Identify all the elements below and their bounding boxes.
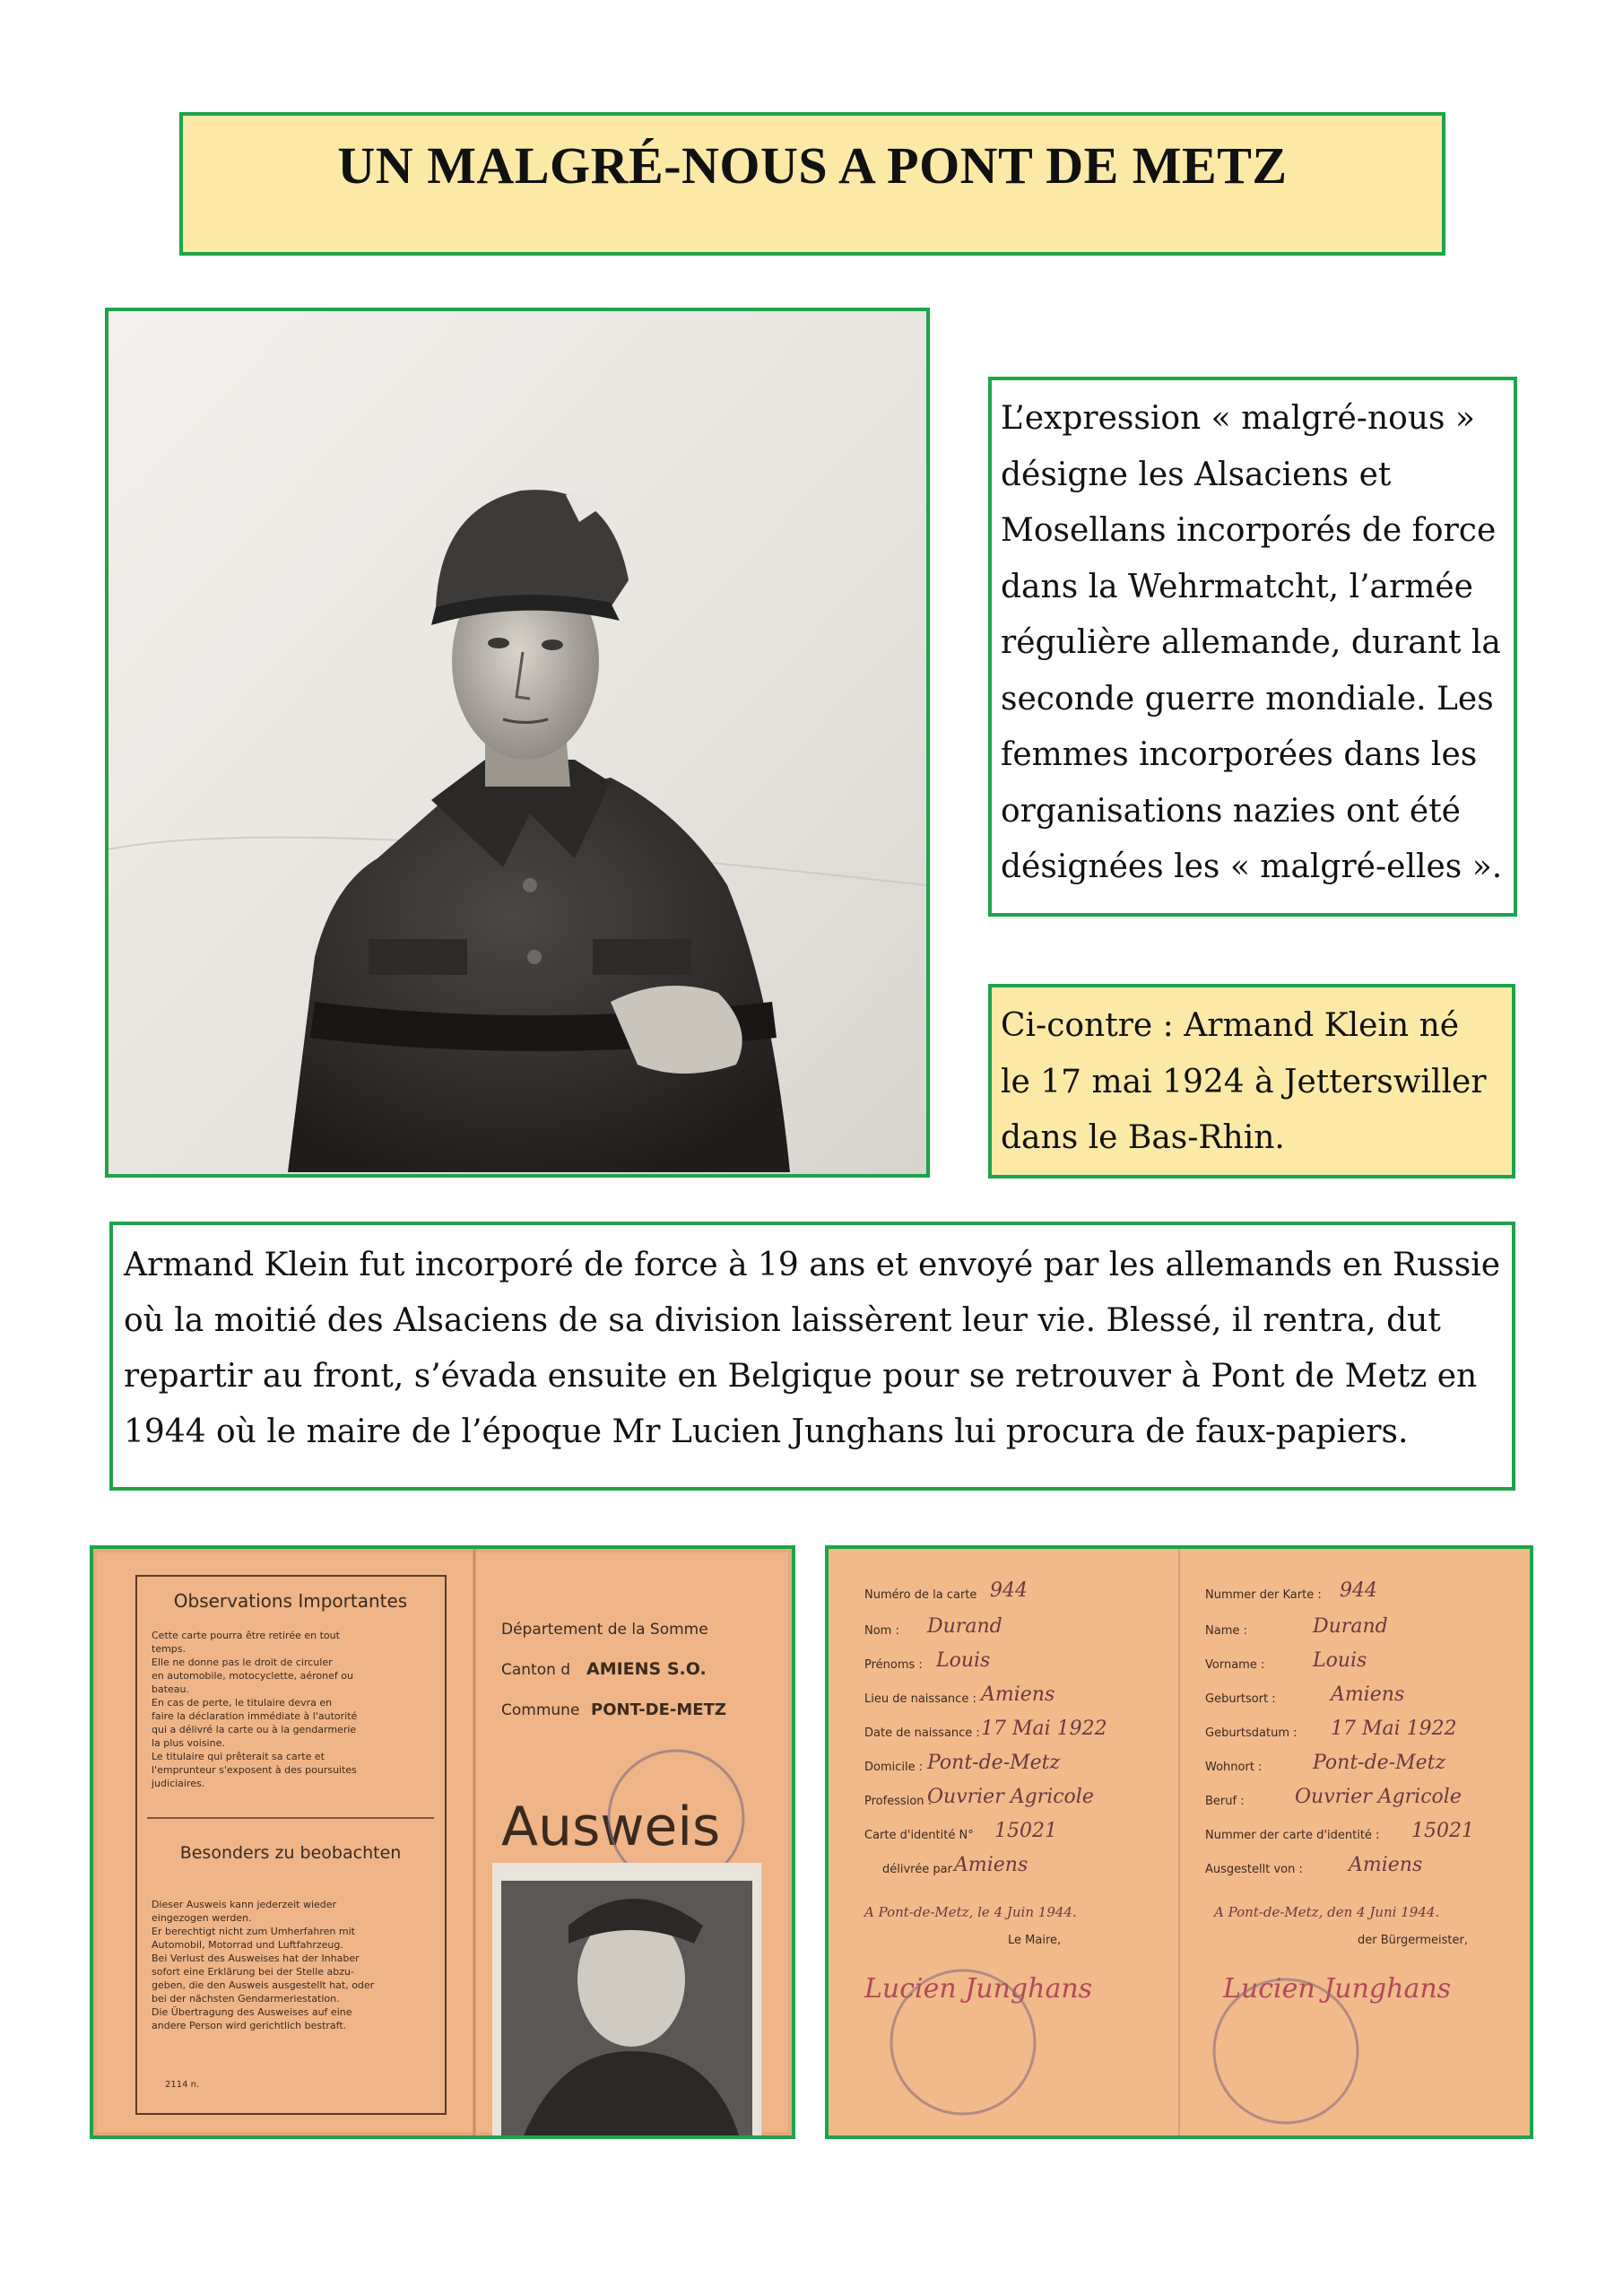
caption-line: dans le Bas-Rhin. xyxy=(1001,1119,1285,1156)
observations-line: En cas de perte, le titulaire devra en xyxy=(152,1697,333,1709)
fr-place-date: A Pont-de-Metz, le 4 Juin 1944. xyxy=(864,1904,1077,1920)
observations-line: la plus voisine. xyxy=(152,1737,225,1749)
fr-nom-value: Durand xyxy=(927,1615,1002,1638)
besonders-line: geben, die den Ausweis ausgestellt hat, oder xyxy=(152,1979,375,1991)
definition-box xyxy=(988,377,1517,917)
fr-domicile-value: Pont-de-Metz xyxy=(927,1752,1061,1774)
de-signer-label: der Bürgermeister, xyxy=(1358,1934,1468,1947)
de-cni-label: Nummer der carte d'identité : xyxy=(1205,1829,1380,1842)
observations-line: Cette carte pourra être retirée en tout xyxy=(152,1630,340,1641)
fr-date-value: 17 Mai 1922 xyxy=(981,1718,1107,1740)
fr-date-label: Date de naissance : xyxy=(864,1726,980,1740)
observations-line: temps. xyxy=(152,1643,187,1655)
definition-text xyxy=(1001,391,1506,896)
fr-prenoms-label: Prénoms : xyxy=(864,1658,923,1672)
observations-line: en automobile, motocyclette, aéronef ou xyxy=(152,1670,353,1682)
de-delivree-label: Ausgestellt von : xyxy=(1205,1863,1303,1876)
besonders-line: Dieser Ausweis kann jederzeit wieder xyxy=(152,1899,337,1910)
de-domicile-label: Wohnort : xyxy=(1205,1761,1263,1774)
form-number: 2114 n. xyxy=(165,2080,200,2090)
fr-lieu-value: Amiens xyxy=(981,1683,1055,1706)
besonders-line: Automobil, Motorrad und Luftfahrzeug. xyxy=(152,1939,343,1951)
observations-line: bateau. xyxy=(152,1683,190,1695)
de-nom-label: Name : xyxy=(1205,1624,1247,1638)
fr-numero-value: 944 xyxy=(990,1579,1028,1602)
besonders-line: Die Übertragung des Ausweises auf eine xyxy=(152,2006,352,2018)
story-line: 1944 où le maire de l’époque Mr Lucien Junghans lui procura de faux-papiers. xyxy=(124,1413,1409,1450)
fr-prenoms-value: Louis xyxy=(936,1649,991,1672)
de-profession-label: Beruf : xyxy=(1205,1795,1245,1808)
de-numero-value: 944 xyxy=(1340,1579,1377,1602)
canton-label: Canton d xyxy=(501,1661,571,1679)
fr-cni-label: Carte d'identité N° xyxy=(864,1829,974,1842)
de-delivree-value: Amiens xyxy=(1349,1854,1423,1876)
story-line: repartir au front, s’évada ensuite en Belgique pour se retrouver à Pont de Metz en xyxy=(124,1358,1478,1395)
de-place-date: A Pont-de-Metz, den 4 Juni 1944. xyxy=(1214,1904,1440,1920)
de-lieu-value: Amiens xyxy=(1331,1683,1405,1706)
de-date-value: 17 Mai 1922 xyxy=(1331,1718,1457,1740)
commune-value: PONT-DE-METZ xyxy=(591,1700,726,1719)
fr-delivree-value: Amiens xyxy=(954,1854,1028,1876)
observations-line: l'emprunteur s'exposent à des poursuites xyxy=(152,1764,357,1776)
story-box xyxy=(109,1222,1515,1491)
observations-title: Observations Importantes xyxy=(173,1590,408,1612)
de-nom-value: Durand xyxy=(1313,1615,1388,1638)
portrait-photo-frame xyxy=(105,308,930,1178)
portrait-photo xyxy=(108,311,926,1174)
fr-signer-label: Le Maire, xyxy=(1008,1934,1062,1947)
fr-lieu-label: Lieu de naissance : xyxy=(864,1692,976,1706)
de-domicile-value: Pont-de-Metz xyxy=(1313,1752,1446,1774)
observations-line: judiciaires. xyxy=(152,1778,205,1789)
caption-text xyxy=(1001,998,1505,1167)
besonders-title: Besonders zu beobachten xyxy=(179,1843,402,1863)
de-lieu-label: Geburtsort : xyxy=(1205,1692,1276,1706)
definition-line: dans la Wehrmatcht, l’armée xyxy=(1001,568,1473,605)
definition-line: L’expression « malgré-nous » xyxy=(1001,400,1475,437)
fr-profession-label: Profession : xyxy=(864,1795,933,1808)
besonders-line: Er berechtigt nicht zum Umherfahren mit xyxy=(152,1926,355,1937)
story-text xyxy=(124,1238,1501,1460)
definition-line: femmes incorporées dans les xyxy=(1001,736,1478,773)
ausweis-cover-frame xyxy=(90,1545,795,2139)
title-box xyxy=(179,112,1445,256)
ausweis-heading: Ausweis xyxy=(501,1796,721,1858)
story-line: où la moitié des Alsaciens de sa division laissèrent leur vie. Blessé, il rentra, dut xyxy=(124,1302,1441,1339)
caption-line: le 17 mai 1924 à Jetterswiller xyxy=(1001,1063,1487,1100)
fr-signature: Lucien Junghans xyxy=(864,1973,1093,2005)
definition-line: organisations nazies ont été xyxy=(1001,792,1461,830)
fr-profession-value: Ouvrier Agricole xyxy=(927,1786,1094,1808)
definition-line: seconde guerre mondiale. Les xyxy=(1001,680,1494,718)
observations-line: Elle ne donne pas le droit de circuler xyxy=(152,1657,333,1668)
de-profession-value: Ouvrier Agricole xyxy=(1295,1786,1462,1808)
de-cni-value: 15021 xyxy=(1411,1820,1474,1842)
definition-line: Mosellans incorporés de force xyxy=(1001,512,1497,549)
fr-numero-label: Numéro de la carte xyxy=(864,1588,977,1602)
fr-cni-value: 15021 xyxy=(994,1820,1057,1842)
de-prenoms-label: Vorname : xyxy=(1205,1658,1265,1672)
besonders-line: bei der nächsten Gendarmeriestation. xyxy=(152,1993,340,2005)
besonders-line: andere Person wird gerichtlich bestraft. xyxy=(152,2020,347,2031)
de-signature: Lucien Junghans xyxy=(1223,1973,1452,2005)
story-line: Armand Klein fut incorporé de force à 19 ans et envoyé par les allemands en Russie xyxy=(124,1247,1501,1283)
definition-line: désigne les Alsaciens et xyxy=(1001,456,1392,493)
fr-nom-label: Nom : xyxy=(864,1624,899,1638)
ausweis-cover-image xyxy=(93,1549,792,2135)
canton-value: AMIENS S.O. xyxy=(586,1659,707,1679)
definition-line: désignées les « malgré-elles ». xyxy=(1001,848,1503,885)
observations-line: Le titulaire qui prêterait sa carte et xyxy=(152,1751,325,1762)
ausweis-inside-frame xyxy=(825,1545,1533,2139)
observations-line: faire la déclaration immédiate à l'autorité xyxy=(152,1710,358,1722)
departement-label: Département de la Somme xyxy=(501,1621,708,1639)
besonders-line: sofort eine Erklärung bei der Stelle abzu- xyxy=(152,1966,354,1978)
page-title: UN MALGRÉ-NOUS A PONT DE METZ xyxy=(337,136,1288,195)
observations-line: qui a délivré la carte ou à la gendarmerie xyxy=(152,1724,357,1735)
de-numero-label: Nummer der Karte : xyxy=(1205,1588,1322,1602)
fr-delivree-label: délivrée par xyxy=(882,1863,952,1876)
commune-label: Commune xyxy=(501,1701,580,1719)
besonders-line: Bei Verlust des Ausweises hat der Inhaber xyxy=(152,1952,360,1964)
caption-line: Ci-contre : Armand Klein né xyxy=(1001,1007,1460,1044)
definition-line: régulière allemande, durant la xyxy=(1001,624,1501,661)
caption-box xyxy=(988,984,1515,1178)
fr-domicile-label: Domicile : xyxy=(864,1761,924,1774)
de-prenoms-value: Louis xyxy=(1313,1649,1367,1672)
besonders-line: eingezogen werden. xyxy=(152,1912,252,1924)
de-date-label: Geburtsdatum : xyxy=(1205,1726,1298,1740)
ausweis-inside-image xyxy=(829,1549,1530,2135)
